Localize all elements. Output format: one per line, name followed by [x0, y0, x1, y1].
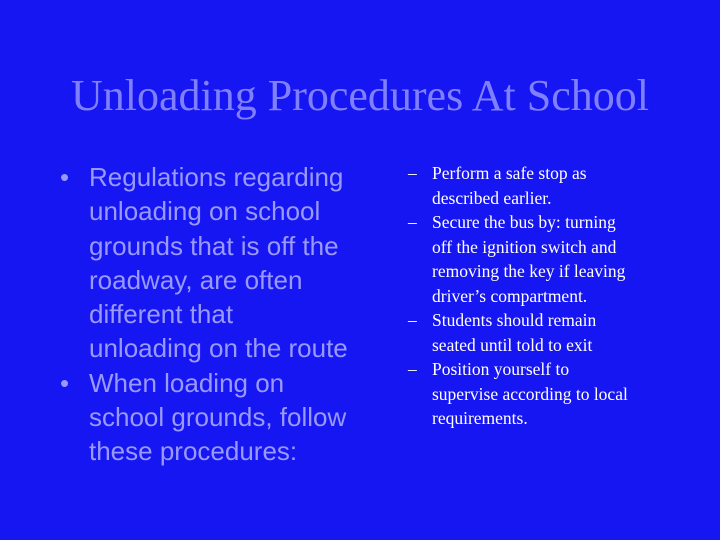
bullet-item-loading [56, 366, 356, 469]
bullet-marker: • [60, 367, 70, 398]
procedure-line: seated until told to exit [432, 334, 593, 355]
procedure-line: Students should remain [432, 310, 597, 330]
bullet-line: When loading on [89, 367, 285, 398]
procedure-line: driver’s compartment. [432, 285, 588, 306]
dash-marker: – [408, 212, 417, 232]
procedure-sub-list [408, 161, 668, 431]
bullet-marker: • [60, 162, 70, 192]
bullet-item-regulations [56, 160, 356, 366]
bullet-line: Regulations regarding [89, 162, 344, 192]
dash-marker: – [408, 310, 417, 330]
procedure-line: Position yourself to [432, 359, 570, 379]
procedure-line: off the ignition switch and [432, 236, 617, 257]
procedure-line: removing the key if leaving [432, 261, 626, 281]
bullet-line: school grounds, follow [89, 402, 347, 433]
bullet-line: different that [89, 299, 234, 330]
dash-marker: – [408, 359, 417, 379]
procedure-line: described earlier. [432, 187, 552, 208]
bullet-line: unloading on the route [89, 333, 348, 364]
slide-title: Unloading Procedures At School [70, 71, 650, 120]
procedure-item-secure-bus [408, 210, 668, 308]
procedure-line: requirements. [432, 408, 528, 428]
dash-marker: – [408, 163, 417, 183]
bullet-line: these procedures: [89, 436, 298, 467]
procedure-item-position-yourself [408, 357, 668, 431]
procedure-item-students-seated [408, 308, 668, 357]
procedure-line: Secure the bus by: turning [432, 212, 616, 232]
procedure-item-safe-stop [408, 161, 668, 210]
procedure-line: supervise according to local [432, 383, 628, 404]
main-bullet-list [56, 160, 356, 469]
bullet-line: unloading on school [89, 196, 321, 227]
procedure-line: Perform a safe stop as [432, 163, 587, 183]
bullet-line: roadway, are often [89, 264, 303, 295]
bullet-line: grounds that is off the [89, 230, 339, 261]
